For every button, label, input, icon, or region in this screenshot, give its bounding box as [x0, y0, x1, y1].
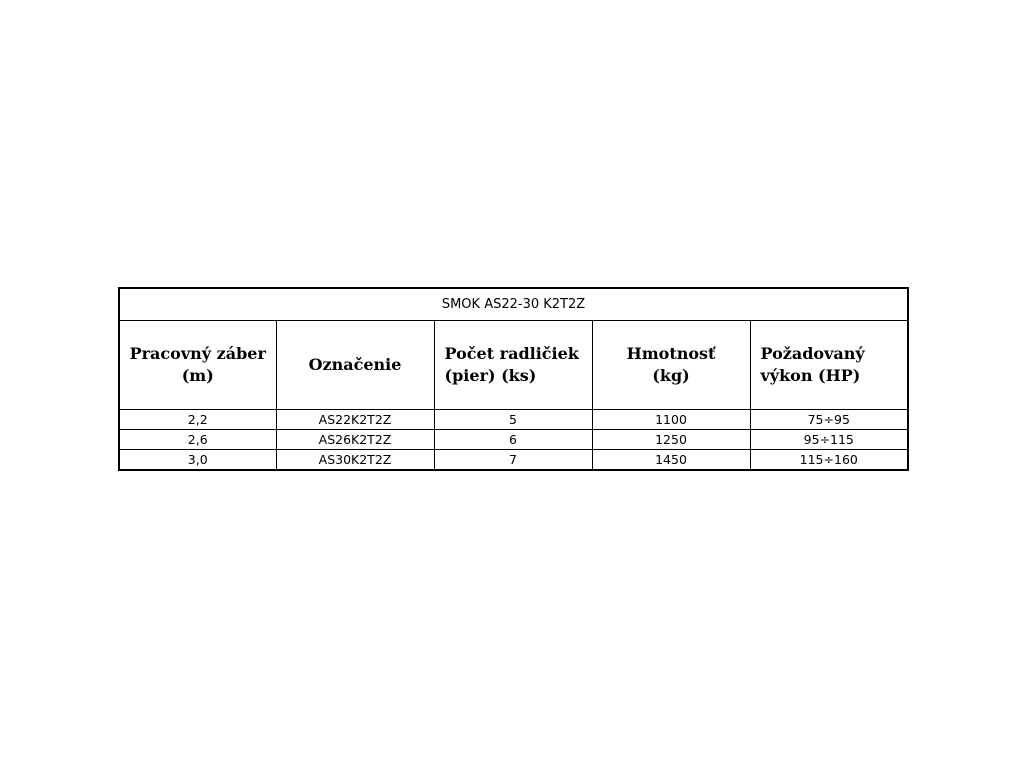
header-required-power-line-1: Požadovaný — [760, 344, 865, 363]
cell-weight: 1450 — [592, 450, 750, 471]
cell-working-width: 2,6 — [119, 430, 276, 450]
header-weight — [592, 321, 750, 410]
cell-required-power: 95÷115 — [750, 430, 908, 450]
cell-working-width: 2,2 — [119, 410, 276, 430]
table-row — [119, 450, 908, 471]
header-weight-line-1: Hmotnosť — [626, 344, 716, 363]
header-working-width-line-2: (m) — [181, 366, 214, 385]
header-working-width — [119, 321, 276, 410]
header-required-power-line-2: výkon (HP) — [760, 366, 861, 385]
cell-weight: 1250 — [592, 430, 750, 450]
cell-designation: AS26K2T2Z — [276, 430, 434, 450]
spec-table — [118, 287, 909, 471]
cell-tine-count: 6 — [434, 430, 592, 450]
table-row — [119, 410, 908, 430]
header-designation — [276, 321, 434, 410]
header-working-width-line-1: Pracovný záber — [129, 344, 266, 363]
header-tine-count — [434, 321, 592, 410]
cell-tine-count: 7 — [434, 450, 592, 471]
header-required-power — [750, 321, 908, 410]
table-title: SMOK AS22-30 K2T2Z — [119, 288, 908, 321]
header-tine-count-line-2: (pier) (ks) — [444, 366, 537, 385]
cell-required-power: 75÷95 — [750, 410, 908, 430]
cell-designation: AS22K2T2Z — [276, 410, 434, 430]
cell-weight: 1100 — [592, 410, 750, 430]
cell-required-power: 115÷160 — [750, 450, 908, 471]
cell-tine-count: 5 — [434, 410, 592, 430]
table-header-row — [119, 321, 908, 410]
header-tine-count-line-1: Počet radličiek — [444, 344, 579, 363]
table-row — [119, 430, 908, 450]
cell-designation: AS30K2T2Z — [276, 450, 434, 471]
header-designation-line-1: Označenie — [308, 355, 402, 374]
header-weight-line-2: (kg) — [652, 366, 690, 385]
table-title-row — [119, 288, 908, 321]
cell-working-width: 3,0 — [119, 450, 276, 471]
